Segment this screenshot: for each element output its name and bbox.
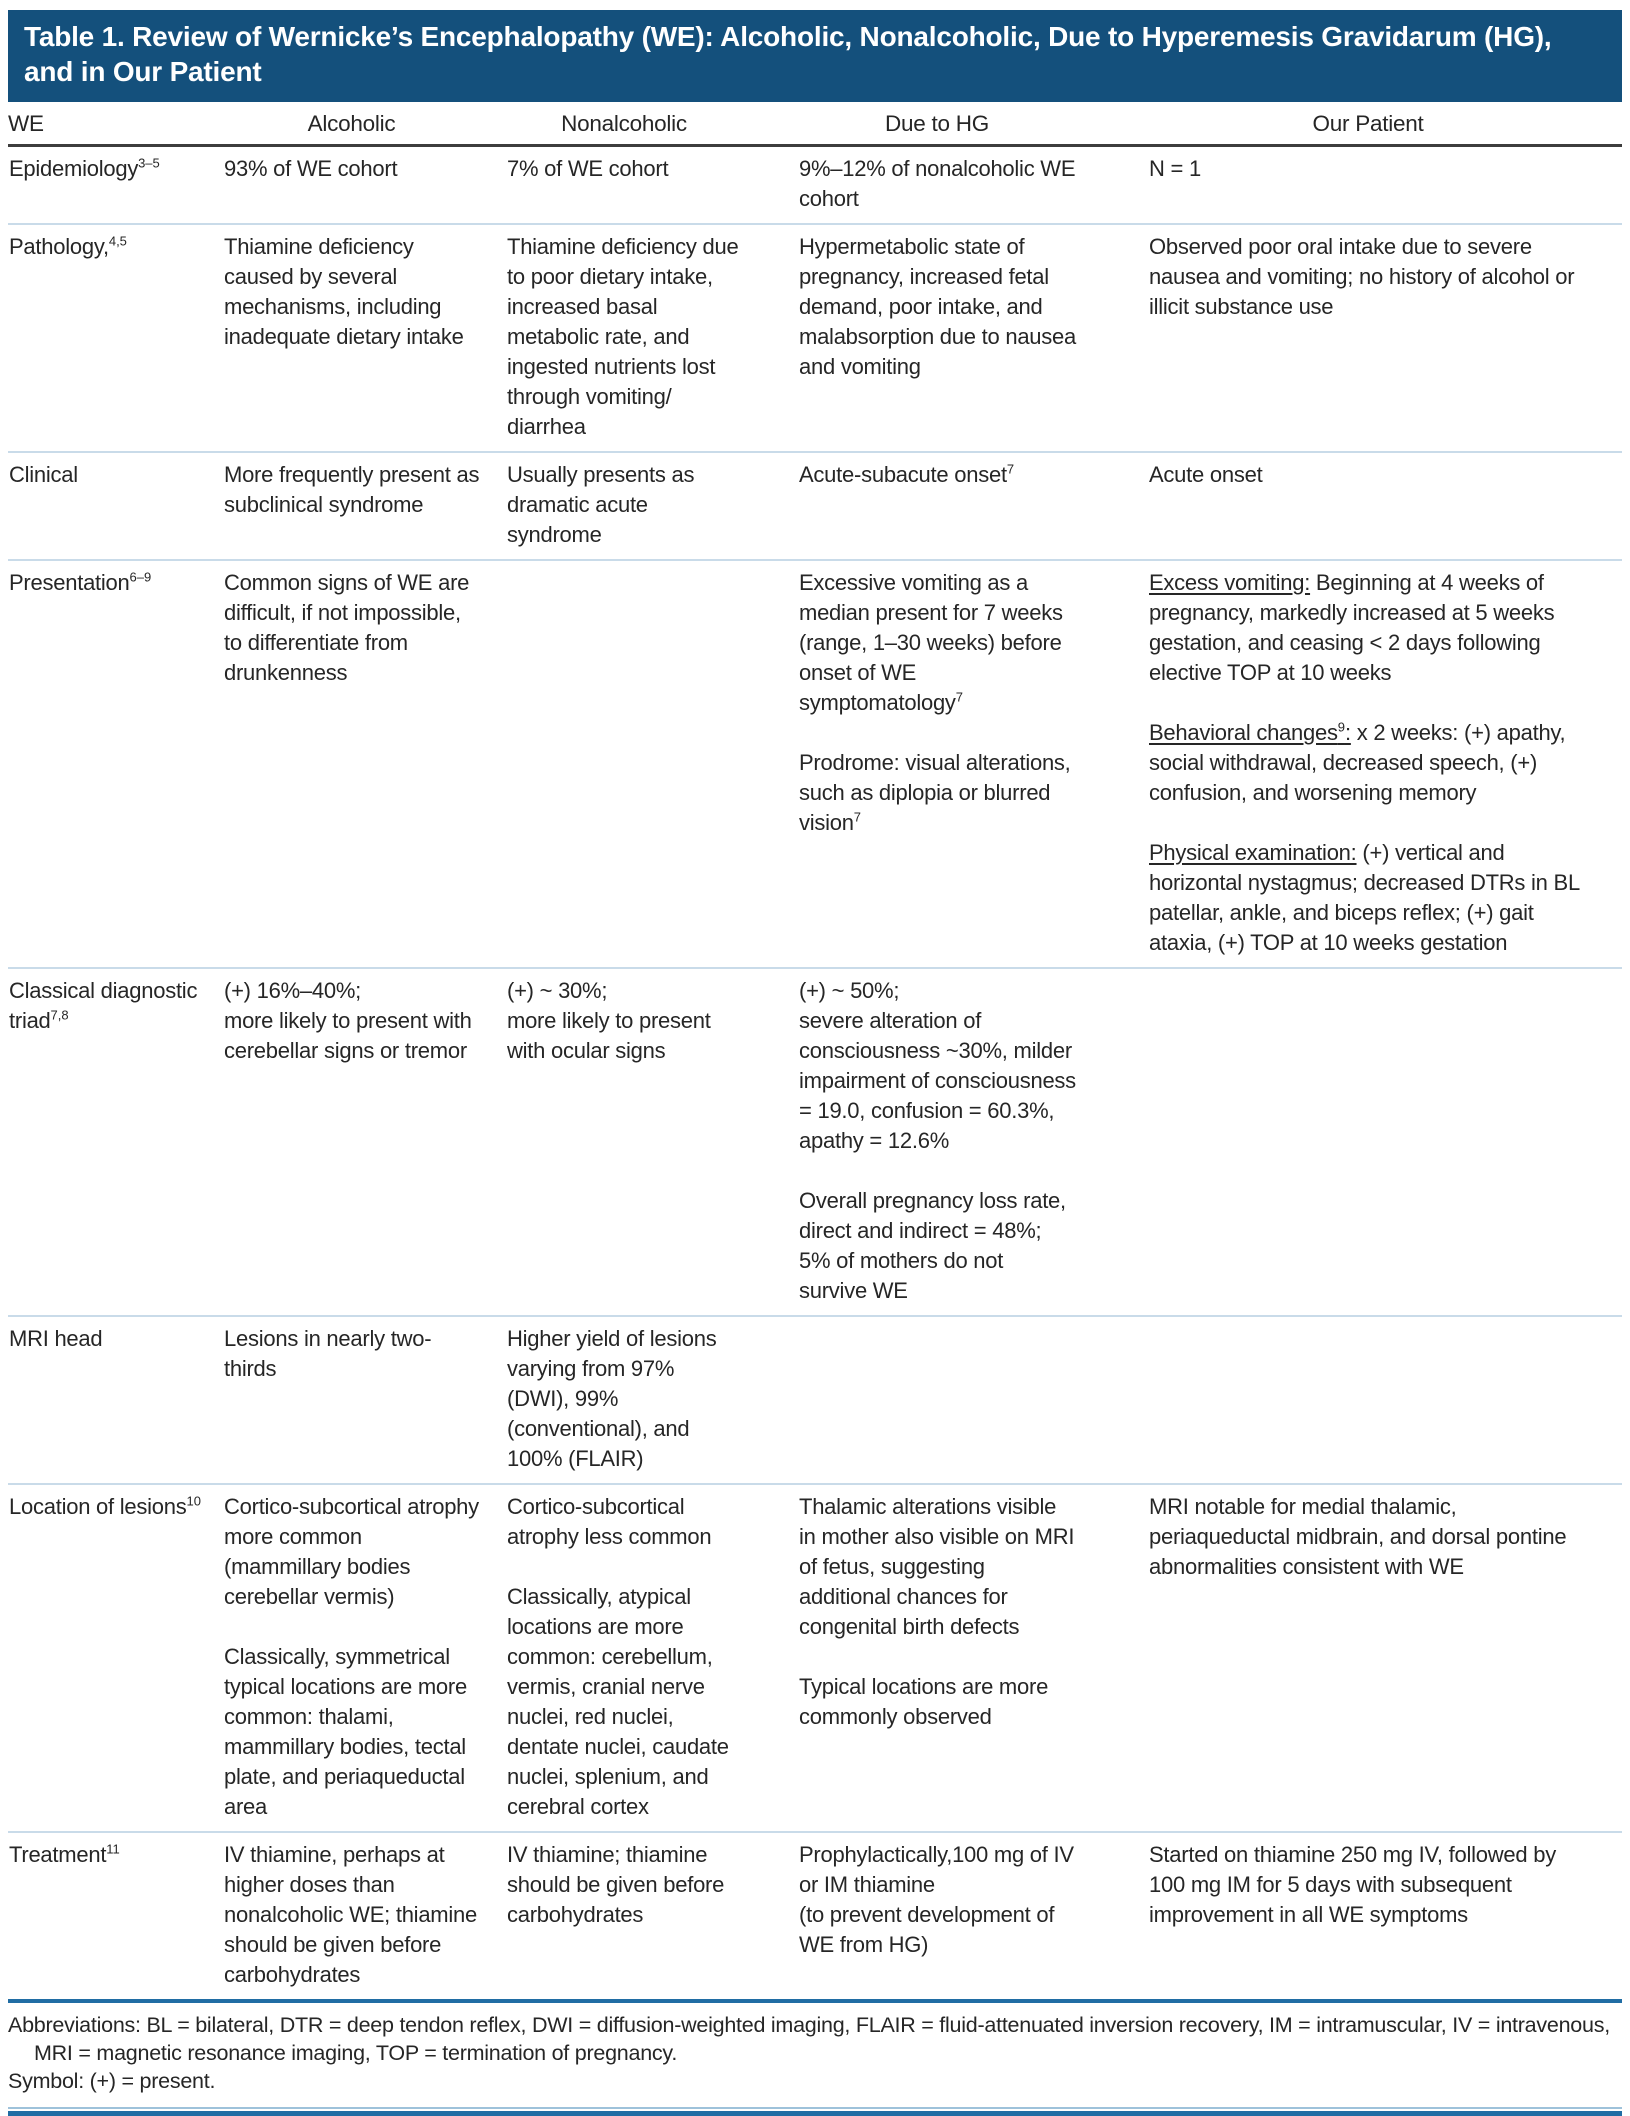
table-cell <box>1148 1832 1622 2001</box>
table-row <box>8 1316 1622 1484</box>
cell-paragraph: IV thiamine, perhaps at higher doses than nonalcoholic WE; thiamine should be given before carbohydrates <box>224 1842 477 1987</box>
cell-paragraph: Thiamine deficiency caused by several mechanisms, including inadequate dietary intake <box>224 234 464 349</box>
table-cell <box>506 560 798 968</box>
cell-paragraph: More frequently present as subclinical syndrome <box>224 462 480 517</box>
table-cell <box>506 1316 798 1484</box>
cell-paragraph: Behavioral changes$^9$: x 2 weeks: (+) apathy, social withdrawal, decreased speech, (+) confusion, and worsening memory <box>1149 719 1566 805</box>
table-cell <box>798 224 1148 452</box>
table-cell <box>1148 224 1622 452</box>
cell-paragraph: Classically, symmetrical typical locations are more common: thalami, mammillary bodies, tectal plate, and periaqueductal area <box>224 1644 467 1819</box>
cell-paragraph: Hypermetabolic state of pregnancy, increased fetal demand, poor intake, and malabsorption due to nausea and vomiting <box>799 234 1077 379</box>
row-label: Classical diagnostic triad$^{7,8}$ <box>8 968 223 1316</box>
cell-paragraph: IV thiamine; thiamine should be given before carbohydrates <box>507 1842 725 1927</box>
row-label: Epidemiology$^{3-5}$ <box>9 155 160 181</box>
cell-paragraph: N = 1 <box>1149 156 1201 181</box>
cell-paragraph: (+) ~ 30%; more likely to present with ocular signs <box>507 978 711 1063</box>
cell-paragraph: Usually presents as dramatic acute syndrome <box>507 462 695 547</box>
table-row <box>8 224 1622 452</box>
column-header-we: WE <box>8 102 223 146</box>
table-cell <box>798 1832 1148 2001</box>
cell-paragraph: Classically, atypical locations are more common: cerebellum, vermis, cranial nerve nuclei, red nuclei, dentate nuclei, caudate nuclei, splenium, and cerebral cortex <box>507 1584 729 1819</box>
table-cell <box>1148 968 1622 1316</box>
table-row <box>8 146 1622 225</box>
cell-paragraph: Prodrome: visual alterations, such as diplopia or blurred vision$^7$ <box>799 750 1071 835</box>
table-cell <box>1148 1316 1622 1484</box>
cell-paragraph: 9%–12% of nonalcoholic WE cohort <box>799 156 1076 211</box>
cell-paragraph: Observed poor oral intake due to severe nausea and vomiting; no history of alcohol or illicit substance use <box>1149 234 1575 319</box>
cell-paragraph: (+) 16%–40%; more likely to present with cerebellar signs or tremor <box>224 978 472 1063</box>
table-cell <box>223 1484 506 1832</box>
table-cell <box>223 968 506 1316</box>
table-row <box>8 968 1622 1316</box>
cell-paragraph: Physical examination: (+) vertical and horizontal nystagmus; decreased DTRs in BL patellar, ankle, and biceps reflex; (+) gait ataxia, (+) TOP at 10 weeks gestation <box>1149 840 1580 955</box>
table-footnotes <box>8 2003 1622 2095</box>
table-cell <box>223 224 506 452</box>
table-row <box>8 1484 1622 1832</box>
column-header-due-to-hg: Due to HG <box>798 102 1148 146</box>
table-cell <box>223 452 506 560</box>
table-cell <box>798 968 1148 1316</box>
table-cell <box>1148 560 1622 968</box>
table-row <box>8 1832 1622 2001</box>
row-label: MRI head <box>8 1316 223 1484</box>
table-cell <box>1148 452 1622 560</box>
table-header <box>8 102 1622 146</box>
cell-paragraph: Cortico-subcortical atrophy less common <box>507 1494 712 1549</box>
cell-paragraph: Typical locations are more commonly observed <box>799 1674 1049 1729</box>
table-cell <box>506 224 798 452</box>
table-row <box>8 560 1622 968</box>
cell-paragraph: Excess vomiting: Beginning at 4 weeks of pregnancy, markedly increased at 5 weeks gestation, and ceasing < 2 days following elective TOP at 10 weeks <box>1149 570 1555 685</box>
abbreviations-note: Abbreviations: BL = bilateral, DTR = deep tendon reflex, DWI = diffusion-weighted imaging, FLAIR = fluid-attenuated inversion recovery, IM = intramuscular, IV = intravenous, MRI = magnetic resonance imaging, TOP = termination of pregnancy. <box>8 2013 1610 2065</box>
cell-paragraph: Overall pregnancy loss rate, direct and indirect = 48%; 5% of mothers do not survive WE <box>799 1188 1066 1303</box>
cell-paragraph: Prophylactically,100 mg of IV or IM thiamine (to prevent development of WE from HG) <box>799 1842 1074 1957</box>
cell-paragraph: Common signs of WE are difficult, if not impossible, to differentiate from drunkenness <box>224 570 470 685</box>
table-cell <box>1148 1484 1622 1832</box>
symbol-note: Symbol: (+) = present. <box>8 2069 216 2093</box>
cell-paragraph: Started on thiamine 250 mg IV, followed by 100 mg IM for 5 days with subsequent improvement in all WE symptoms <box>1149 1842 1556 1927</box>
table-cell <box>798 146 1148 225</box>
table-title: Table 1. Review of Wernicke’s Encephalopathy (WE): Alcoholic, Nonalcoholic, Due to Hyperemesis Gravidarum (HG), and in Our Patient <box>8 10 1622 102</box>
row-label: Location of lesions$^{10}$ <box>8 1484 223 1832</box>
table-cell <box>1148 146 1622 225</box>
row-label: Pathology,$^{4,5}$ <box>8 224 223 452</box>
cell-paragraph: Acute onset <box>1149 462 1263 487</box>
row-label: Presentation$^{6-9}$ <box>8 560 223 968</box>
cell-paragraph: Thalamic alterations visible in mother also visible on MRI of fetus, suggesting additional chances for congenital birth defects <box>799 1494 1075 1639</box>
table-cell <box>506 146 798 225</box>
cell-paragraph: Cortico-subcortical atrophy more common (mammillary bodies cerebellar vermis) <box>224 1494 479 1609</box>
cell-paragraph: Acute-subacute onset$^7$ <box>799 461 1015 487</box>
table-cell <box>506 1832 798 2001</box>
column-header-our-patient: Our Patient <box>1148 102 1622 146</box>
cell-paragraph: Lesions in nearly two-thirds <box>224 1326 432 1381</box>
table-cell <box>506 968 798 1316</box>
cell-paragraph: 93% of WE cohort <box>224 156 398 181</box>
cell-paragraph: Thiamine deficiency due to poor dietary intake, increased basal metabolic rate, and ingested nutrients lost through vomiting/ diarrhea <box>507 234 739 439</box>
row-label: Treatment$^{11}$ <box>8 1832 223 2001</box>
table-cell <box>798 1484 1148 1832</box>
table-cell <box>798 1316 1148 1484</box>
table-row <box>8 452 1622 560</box>
cell-paragraph: MRI notable for medial thalamic, periaqueductal midbrain, and dorsal pontine abnormalities consistent with WE <box>1149 1494 1567 1579</box>
table-cell <box>223 1832 506 2001</box>
bottom-double-rule <box>8 2107 1622 2116</box>
table-cell <box>223 560 506 968</box>
column-header-nonalcoholic: Nonalcoholic <box>506 102 798 146</box>
table-cell <box>223 146 506 225</box>
cell-paragraph: 7% of WE cohort <box>507 156 669 181</box>
table-cell <box>506 452 798 560</box>
header-row <box>8 102 1622 146</box>
table-cell <box>506 1484 798 1832</box>
cell-paragraph: (+) ~ 50%; severe alteration of consciousness ~30%, milder impairment of consciousness = 19.0, confusion = 60.3%, apathy = 12.6% <box>799 978 1076 1153</box>
row-label: Clinical <box>8 452 223 560</box>
table-body <box>8 146 1622 2002</box>
column-header-alcoholic: Alcoholic <box>223 102 506 146</box>
cell-paragraph: Excessive vomiting as a median present for 7 weeks (range, 1–30 weeks) before onset of WE symptomatology$^7$ <box>799 570 1063 715</box>
we-comparison-table <box>8 102 1622 2003</box>
table-cell <box>798 560 1148 968</box>
cell-paragraph: Higher yield of lesions varying from 97% (DWI), 99% (conventional), and 100% (FLAIR) <box>507 1326 717 1471</box>
table-cell <box>223 1316 506 1484</box>
table-cell <box>798 452 1148 560</box>
